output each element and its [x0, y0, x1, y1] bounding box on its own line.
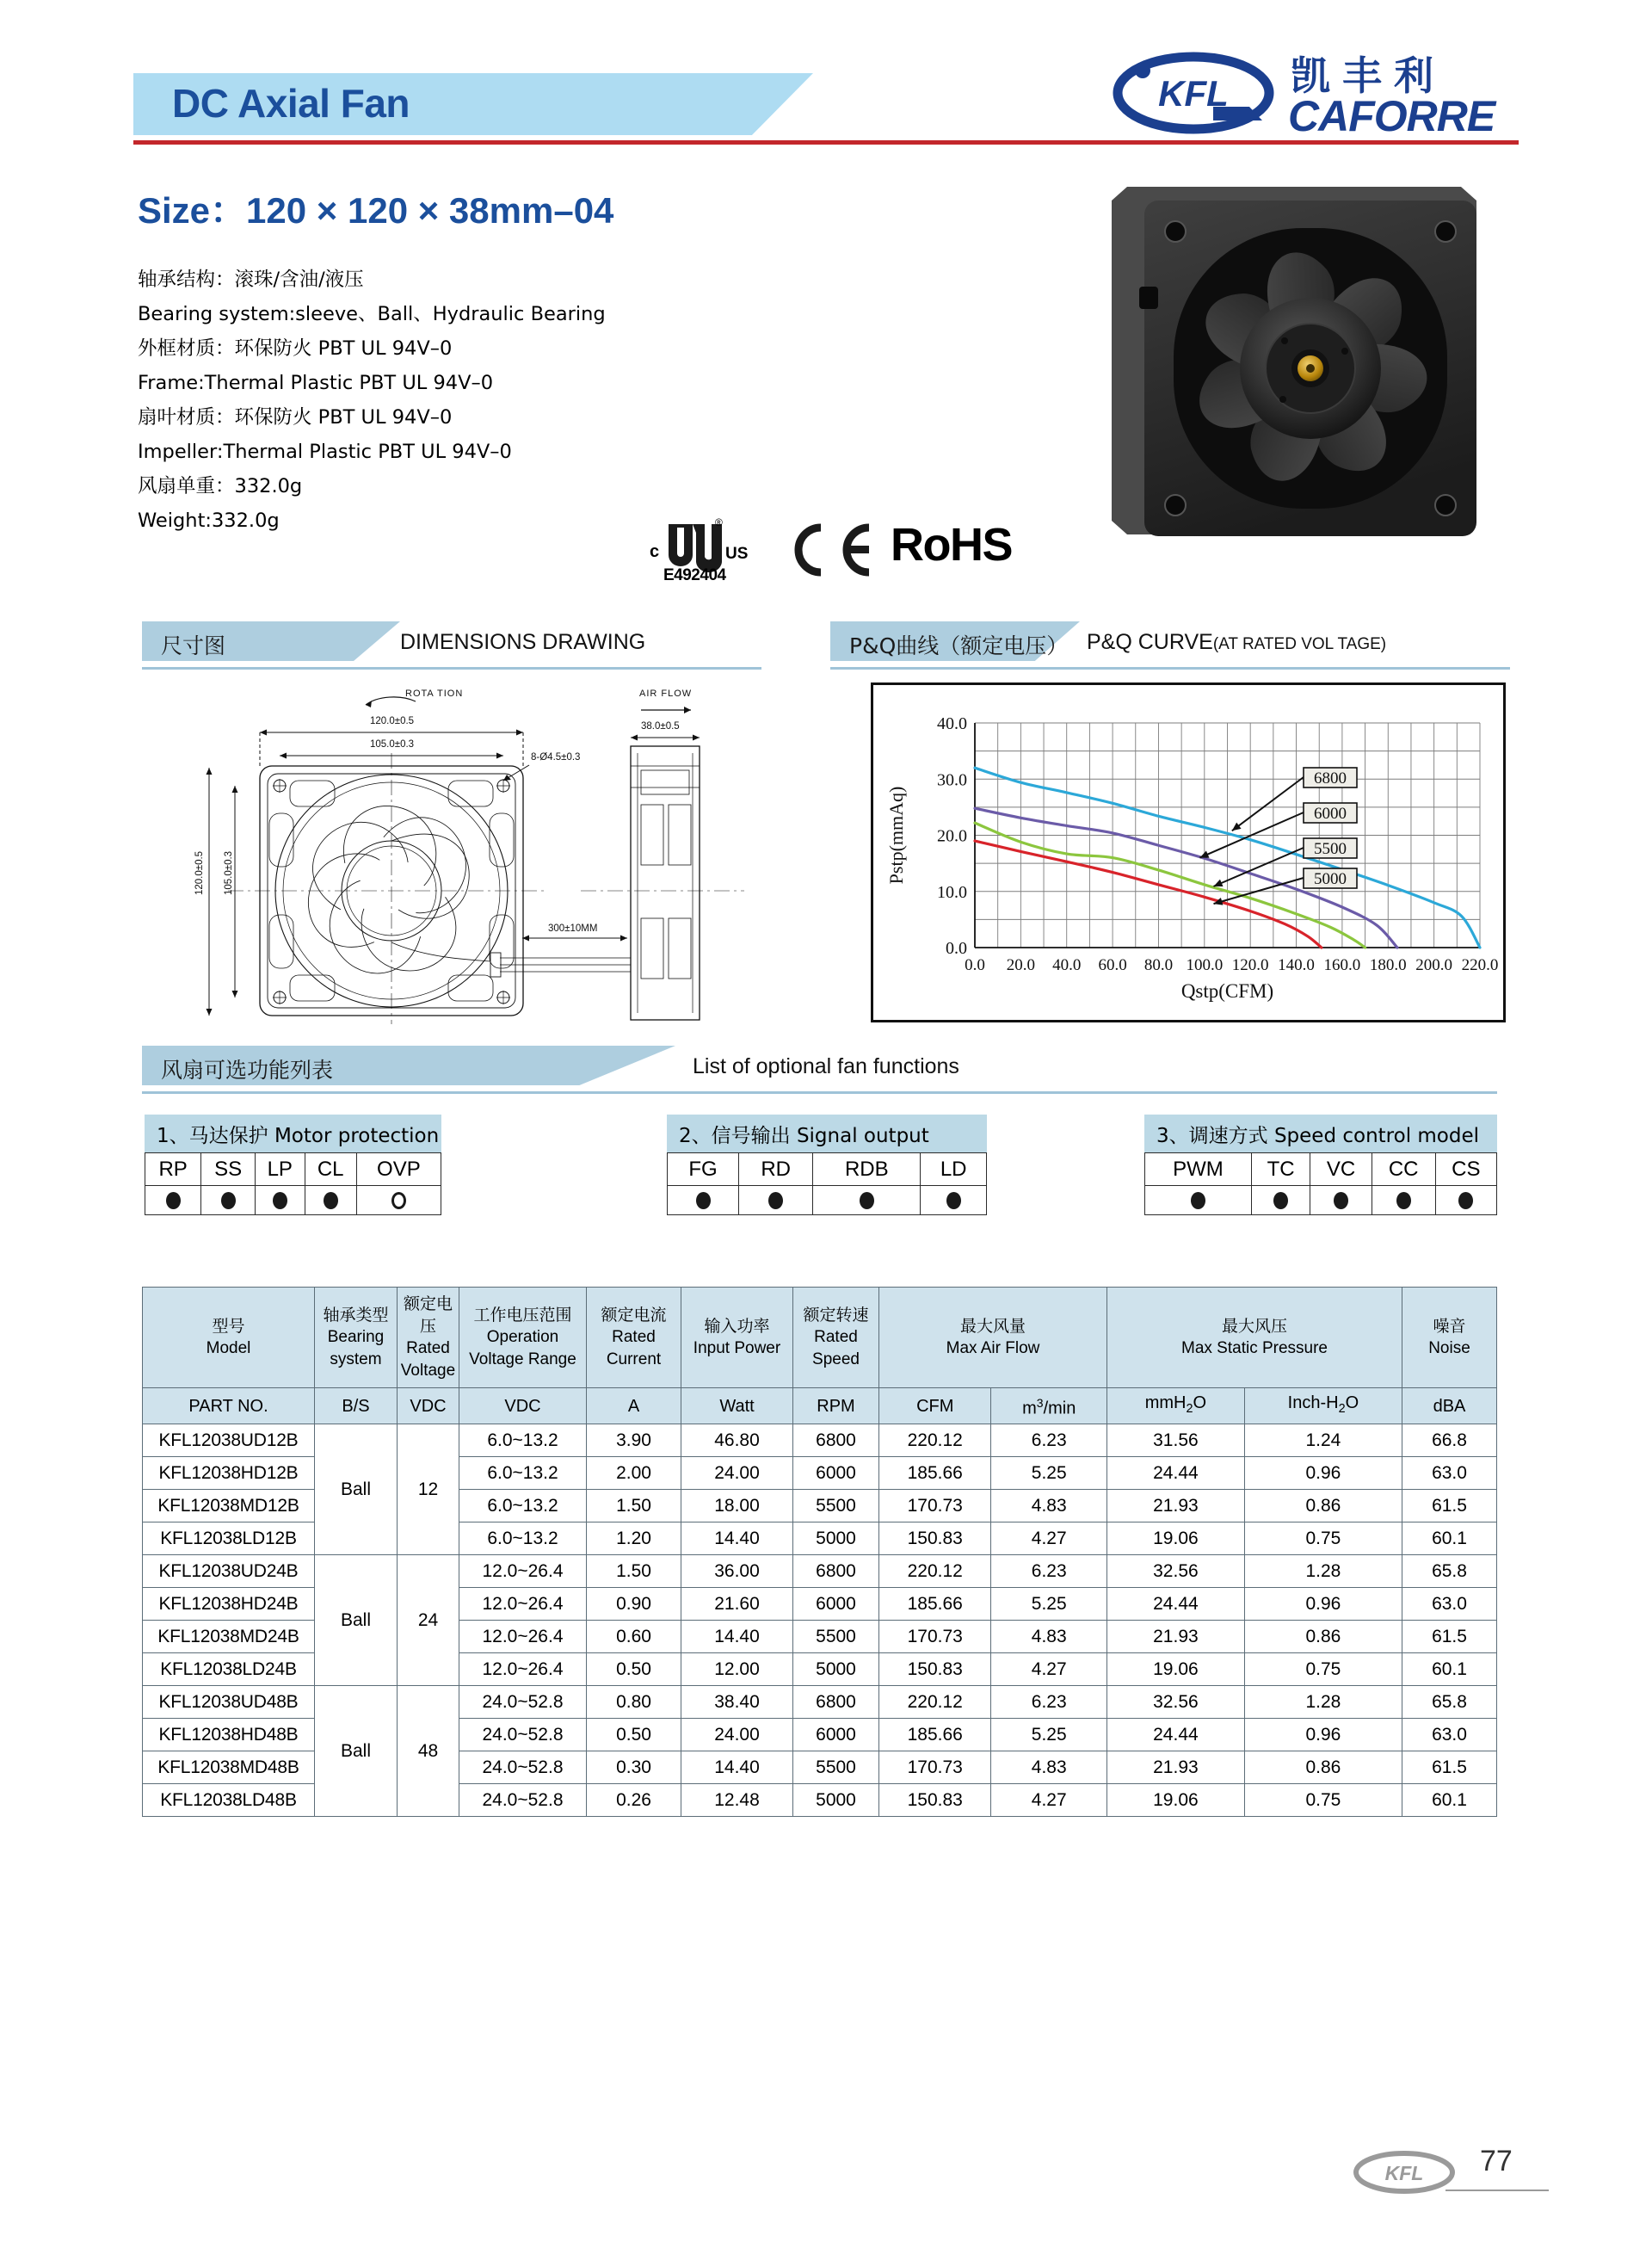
option-label-row: [145, 1153, 441, 1186]
cell-mmh2o: 21.93: [1107, 1621, 1245, 1653]
cell-m3min: 4.27: [991, 1522, 1107, 1555]
option-label[interactable]: SS: [201, 1153, 256, 1186]
cell-mmh2o: 24.44: [1107, 1588, 1245, 1621]
unit-m3min: $m^3/\min$: [991, 1388, 1107, 1424]
col-max-air-flow: 最大风量 Max Air Flow: [879, 1288, 1107, 1388]
col-bearing: 轴承类型 Bearing system: [315, 1288, 398, 1388]
cell-speed: 6000: [793, 1457, 879, 1490]
cell-m3min: 6.23: [991, 1555, 1107, 1588]
option-label[interactable]: RP: [145, 1153, 201, 1186]
cell-current: 0.80: [587, 1686, 681, 1719]
table-row: [143, 1424, 1497, 1457]
specification-table: [142, 1287, 1497, 1817]
unit-dba: dBA: [1402, 1388, 1497, 1424]
cell-voltage-range: 24.0~52.8: [459, 1719, 587, 1751]
col-noise: 噪音 Noise: [1402, 1288, 1497, 1388]
cell-model: KFL12038HD48B: [143, 1719, 315, 1751]
availability-dot: [668, 1186, 739, 1215]
brand-name-cn: 凯丰利: [1291, 52, 1446, 99]
unit-watt: Watt: [681, 1388, 793, 1424]
x-tick-label: 180.0: [1369, 956, 1407, 974]
cell-cfm: 185.66: [879, 1719, 991, 1751]
option-label[interactable]: CL: [305, 1153, 356, 1186]
availability-dot: [1251, 1186, 1310, 1215]
cell-voltage-range: 24.0~52.8: [459, 1751, 587, 1784]
cell-m3min: 5.25: [991, 1588, 1107, 1621]
option-label[interactable]: RDB: [813, 1153, 921, 1186]
cell-current: 1.50: [587, 1490, 681, 1522]
cell-m3min: 5.25: [991, 1719, 1107, 1751]
cell-inch: 1.28: [1244, 1686, 1402, 1719]
cell-m3min: 4.27: [991, 1784, 1107, 1817]
legend-label-6000: 6000: [1314, 805, 1347, 823]
pq-title-cn: P&Q曲线（额定电压）: [849, 633, 1069, 658]
cell-current: 0.26: [587, 1784, 681, 1817]
dimensions-drawing: [194, 684, 753, 1024]
svg-text:KFL: KFL: [1158, 73, 1229, 114]
cell-power: 14.40: [681, 1522, 793, 1555]
cell-cfm: 170.73: [879, 1751, 991, 1784]
cell-model: KFL12038HD24B: [143, 1588, 315, 1621]
brand-name-en: CAFORRE: [1288, 92, 1495, 140]
cell-inch: 1.24: [1244, 1424, 1402, 1457]
svg-text:ROTA TION: ROTA TION: [405, 689, 464, 699]
cell-model: KFL12038LD12B: [143, 1522, 315, 1555]
cell-m3min: 6.23: [991, 1424, 1107, 1457]
svg-text:105.0±0.3: 105.0±0.3: [224, 850, 234, 895]
col-model: 型号 Model: [143, 1288, 315, 1388]
table-row: [143, 1555, 1497, 1588]
option-table: [1144, 1152, 1497, 1215]
y-tick-label: 30.0: [937, 770, 967, 790]
cell-noise: 63.0: [1402, 1719, 1497, 1751]
y-tick-label: 40.0: [937, 714, 967, 733]
cell-voltage-range: 6.0~13.2: [459, 1490, 587, 1522]
col-rated-current: 额定电流 Rated Current: [587, 1288, 681, 1388]
cell-inch: 0.75: [1244, 1653, 1402, 1686]
option-label[interactable]: RD: [739, 1153, 813, 1186]
cell-inch: 0.86: [1244, 1751, 1402, 1784]
cell-cfm: 150.83: [879, 1784, 991, 1817]
cell-cfm: 185.66: [879, 1457, 991, 1490]
page-number: 77: [1480, 2145, 1513, 2177]
option-label-row: [1145, 1153, 1497, 1186]
cell-voltage: 12: [398, 1424, 459, 1555]
cell-noise: 63.0: [1402, 1588, 1497, 1621]
cell-current: 1.20: [587, 1522, 681, 1555]
pq-chart: [871, 682, 1506, 1022]
ce-mark-icon: [783, 523, 878, 581]
cell-power: 14.40: [681, 1751, 793, 1784]
x-tick-label: 20.0: [1006, 956, 1035, 974]
cell-voltage-range: 12.0~26.4: [459, 1653, 587, 1686]
cell-power: 12.00: [681, 1653, 793, 1686]
cell-m3min: 6.23: [991, 1686, 1107, 1719]
cell-inch: 0.75: [1244, 1784, 1402, 1817]
cell-m3min: 4.83: [991, 1621, 1107, 1653]
col-operation-voltage: 工作电压范围 Operation Voltage Range: [459, 1288, 587, 1388]
cell-mmh2o: 19.06: [1107, 1522, 1245, 1555]
option-availability-row: [668, 1186, 987, 1215]
unit-bs: B/S: [315, 1388, 398, 1424]
cell-cfm: 170.73: [879, 1621, 991, 1653]
cell-power: 18.00: [681, 1490, 793, 1522]
cell-speed: 6800: [793, 1686, 879, 1719]
cell-bearing: Ball: [315, 1686, 398, 1817]
legend-label-6800: 6800: [1314, 769, 1347, 787]
cell-power: 14.40: [681, 1621, 793, 1653]
option-group-motor-protection: [145, 1115, 441, 1215]
rohs-mark: RoHS: [891, 519, 1012, 571]
cell-noise: 60.1: [1402, 1522, 1497, 1555]
cell-power: 36.00: [681, 1555, 793, 1588]
unit-rpm: RPM: [793, 1388, 879, 1424]
option-group-speed-control: [1144, 1115, 1497, 1215]
option-group-caption: 1、马达保护 Motor protection: [145, 1115, 441, 1152]
cell-current: 1.50: [587, 1555, 681, 1588]
cell-voltage-range: 12.0~26.4: [459, 1621, 587, 1653]
table-body: [143, 1424, 1497, 1817]
availability-dot: [145, 1186, 201, 1215]
page-footer: [1351, 2145, 1549, 2205]
col-input-power: 输入功率 Input Power: [681, 1288, 793, 1388]
cell-speed: 5500: [793, 1621, 879, 1653]
ul-registered-icon: ®: [715, 516, 723, 528]
availability-dot: [255, 1186, 305, 1215]
y-tick-label: 0.0: [946, 939, 967, 958]
svg-text:105.0±0.3: 105.0±0.3: [370, 739, 415, 750]
col-rated-voltage: 额定电压 Rated Voltage: [398, 1288, 459, 1388]
cell-m3min: 5.25: [991, 1457, 1107, 1490]
cell-voltage-range: 24.0~52.8: [459, 1784, 587, 1817]
cell-inch: 0.96: [1244, 1719, 1402, 1751]
table-header-row: [143, 1288, 1497, 1388]
cell-inch: 0.75: [1244, 1522, 1402, 1555]
cell-speed: 5500: [793, 1490, 879, 1522]
cell-model: KFL12038MD24B: [143, 1621, 315, 1653]
cell-cfm: 150.83: [879, 1522, 991, 1555]
cell-inch: 0.96: [1244, 1457, 1402, 1490]
availability-dot: [356, 1186, 441, 1215]
cell-speed: 6800: [793, 1424, 879, 1457]
cell-noise: 63.0: [1402, 1457, 1497, 1490]
x-tick-label: 160.0: [1323, 956, 1361, 974]
table-row: [143, 1686, 1497, 1719]
cell-mmh2o: 31.56: [1107, 1424, 1245, 1457]
section-title-cn: 尺寸图: [161, 633, 226, 658]
cell-mmh2o: 19.06: [1107, 1653, 1245, 1686]
pq-title-en: P&Q CURVE(AT RATED VOL TAGE): [1087, 630, 1387, 654]
availability-dot: [1372, 1186, 1435, 1215]
section-header-pq: [830, 621, 1510, 670]
spec-line: Frame:Thermal Plastic PBT UL 94V–0: [138, 372, 494, 394]
cell-current: 0.60: [587, 1621, 681, 1653]
cell-mmh2o: 24.44: [1107, 1457, 1245, 1490]
cell-speed: 5500: [793, 1751, 879, 1784]
cell-model: KFL12038UD24B: [143, 1555, 315, 1588]
cell-current: 2.00: [587, 1457, 681, 1490]
unit-part-no: PART NO.: [143, 1388, 315, 1424]
cell-noise: 61.5: [1402, 1490, 1497, 1522]
cell-model: KFL12038HD12B: [143, 1457, 315, 1490]
cell-current: 0.50: [587, 1653, 681, 1686]
spec-line: Weight:332.0g: [138, 510, 280, 532]
options-title-cn: 风扇可选功能列表: [161, 1058, 334, 1083]
availability-dot: [1435, 1186, 1496, 1215]
cell-voltage: 48: [398, 1686, 459, 1817]
cell-power: 46.80: [681, 1424, 793, 1457]
cell-m3min: 4.83: [991, 1490, 1107, 1522]
options-title-en: List of optional fan functions: [693, 1054, 959, 1078]
cell-power: 38.40: [681, 1686, 793, 1719]
option-group-caption: 3、调速方式 Speed control model: [1144, 1115, 1497, 1152]
page-header: [0, 0, 1652, 155]
ul-us-label: US: [725, 545, 749, 563]
cell-voltage-range: 6.0~13.2: [459, 1522, 587, 1555]
certification-marks: [650, 516, 1037, 585]
cell-model: KFL12038MD12B: [143, 1490, 315, 1522]
availability-dot: [1310, 1186, 1372, 1215]
ul-file-number: E492404: [663, 566, 726, 584]
cell-m3min: 4.83: [991, 1751, 1107, 1784]
x-tick-label: 200.0: [1415, 956, 1453, 974]
cell-cfm: 220.12: [879, 1424, 991, 1457]
cell-speed: 5000: [793, 1522, 879, 1555]
page-title: DC Axial Fan: [172, 81, 410, 126]
y-tick-label: 20.0: [937, 826, 967, 846]
legend-label-5500: 5500: [1314, 840, 1347, 858]
svg-text:300±10MM: 300±10MM: [548, 923, 598, 934]
option-group-signal-output: [667, 1115, 987, 1215]
x-tick-label: 40.0: [1052, 956, 1082, 974]
cell-noise: 60.1: [1402, 1784, 1497, 1817]
x-tick-label: 120.0: [1231, 956, 1269, 974]
svg-text:KFL: KFL: [1384, 2162, 1424, 2184]
spec-line: Impeller:Thermal Plastic PBT UL 94V–0: [138, 441, 512, 463]
section-header-options: [142, 1046, 1497, 1094]
svg-text:AIR FLOW: AIR FLOW: [639, 689, 693, 699]
cell-voltage-range: 12.0~26.4: [459, 1588, 587, 1621]
cell-mmh2o: 21.93: [1107, 1490, 1245, 1522]
cell-current: 0.50: [587, 1719, 681, 1751]
option-label[interactable]: TC: [1251, 1153, 1310, 1186]
cell-speed: 6000: [793, 1719, 879, 1751]
cell-m3min: 4.27: [991, 1653, 1107, 1686]
footer-rule: [1446, 2190, 1549, 2191]
option-availability-row: [1145, 1186, 1497, 1215]
cell-noise: 61.5: [1402, 1751, 1497, 1784]
cell-voltage-range: 6.0~13.2: [459, 1424, 587, 1457]
x-tick-label: 140.0: [1278, 956, 1315, 974]
availability-dot: [739, 1186, 813, 1215]
cell-speed: 6800: [793, 1555, 879, 1588]
unit-mmh2o: mmH$_2$O: [1107, 1388, 1245, 1424]
company-logo: [1112, 45, 1516, 141]
option-label[interactable]: LD: [921, 1153, 987, 1186]
spec-line: 外框材质：环保防火 PBT UL 94V–0: [138, 337, 453, 360]
option-label[interactable]: LP: [255, 1153, 305, 1186]
cell-cfm: 150.83: [879, 1653, 991, 1686]
x-tick-label: 100.0: [1186, 956, 1224, 974]
availability-dot: [921, 1186, 987, 1215]
cell-voltage: 24: [398, 1555, 459, 1686]
cell-current: 0.90: [587, 1588, 681, 1621]
availability-dot: [1145, 1186, 1252, 1215]
cell-power: 24.00: [681, 1457, 793, 1490]
cell-power: 21.60: [681, 1588, 793, 1621]
x-tick-label: 220.0: [1461, 956, 1499, 974]
cell-cfm: 220.12: [879, 1555, 991, 1588]
product-size-title: [138, 182, 613, 234]
x-tick-label: 0.0: [965, 956, 985, 974]
kfl-swoosh-icon: [1112, 50, 1275, 136]
spec-line: 风扇单重：332.0g: [138, 475, 303, 497]
cell-noise: 60.1: [1402, 1653, 1497, 1686]
product-photo: [1091, 159, 1508, 564]
cell-mmh2o: 19.06: [1107, 1784, 1245, 1817]
unit-inch-h2o: Inch-$H_2O$: [1244, 1388, 1402, 1424]
option-label[interactable]: CS: [1435, 1153, 1496, 1186]
size-label: Size：: [138, 190, 247, 231]
cell-power: 12.48: [681, 1784, 793, 1817]
footer-kfl-icon: [1351, 2150, 1458, 2195]
cell-inch: 0.96: [1244, 1588, 1402, 1621]
unit-amp: A: [587, 1388, 681, 1424]
section-title-en: DIMENSIONS DRAWING: [400, 630, 646, 654]
table-units-row: [143, 1388, 1497, 1424]
cell-voltage-range: 6.0~13.2: [459, 1457, 587, 1490]
cell-cfm: 170.73: [879, 1490, 991, 1522]
cell-voltage-range: 12.0~26.4: [459, 1555, 587, 1588]
option-label-row: [668, 1153, 987, 1186]
cell-model: KFL12038UD12B: [143, 1424, 315, 1457]
cell-current: 3.90: [587, 1424, 681, 1457]
ul-listed-icon: [650, 516, 757, 585]
availability-dot: [201, 1186, 256, 1215]
x-tick-label: 80.0: [1143, 956, 1174, 974]
cell-mmh2o: 21.93: [1107, 1751, 1245, 1784]
specification-list: [138, 262, 606, 538]
cell-mmh2o: 32.56: [1107, 1555, 1245, 1588]
unit-vdc-range: VDC: [459, 1388, 587, 1424]
option-label[interactable]: FG: [668, 1153, 739, 1186]
availability-dot: [305, 1186, 356, 1215]
cell-speed: 6000: [793, 1588, 879, 1621]
option-table: [145, 1152, 441, 1215]
cell-power: 24.00: [681, 1719, 793, 1751]
legend-label-5000: 5000: [1314, 870, 1347, 888]
col-rated-speed: 额定转速 Rated Speed: [793, 1288, 879, 1388]
svg-text:8-Ø4.5±0.3: 8-Ø4.5±0.3: [531, 752, 581, 763]
option-label[interactable]: VC: [1310, 1153, 1372, 1186]
cell-cfm: 185.66: [879, 1588, 991, 1621]
col-max-static-pressure: 最大风压 Max Static Pressure: [1107, 1288, 1402, 1388]
cell-bearing: Ball: [315, 1555, 398, 1686]
option-table: [667, 1152, 987, 1215]
option-label[interactable]: PWM: [1145, 1153, 1252, 1186]
cell-bearing: Ball: [315, 1424, 398, 1555]
cell-noise: 65.8: [1402, 1686, 1497, 1719]
option-label[interactable]: CC: [1372, 1153, 1435, 1186]
cell-inch: 0.86: [1244, 1490, 1402, 1522]
cell-speed: 5000: [793, 1784, 879, 1817]
option-availability-row: [145, 1186, 441, 1215]
y-axis-label: Pstp(mmAq): [885, 786, 907, 885]
cell-model: KFL12038UD48B: [143, 1686, 315, 1719]
option-group-caption: 2、信号输出 Signal output: [667, 1115, 987, 1152]
spec-line: 扇叶材质：环保防火 PBT UL 94V–0: [138, 406, 453, 429]
cell-noise: 65.8: [1402, 1555, 1497, 1588]
cell-noise: 61.5: [1402, 1621, 1497, 1653]
cell-model: KFL12038LD24B: [143, 1653, 315, 1686]
cell-inch: 1.28: [1244, 1555, 1402, 1588]
cell-mmh2o: 24.44: [1107, 1719, 1245, 1751]
cell-cfm: 220.12: [879, 1686, 991, 1719]
unit-vdc: VDC: [398, 1388, 459, 1424]
ul-c-label: c: [650, 542, 660, 561]
curve-5000: [975, 841, 1322, 948]
cell-model: KFL12038MD48B: [143, 1751, 315, 1784]
cell-current: 0.30: [587, 1751, 681, 1784]
cell-mmh2o: 32.56: [1107, 1686, 1245, 1719]
x-tick-label: 60.0: [1098, 956, 1127, 974]
cell-speed: 5000: [793, 1653, 879, 1686]
cell-voltage-range: 24.0~52.8: [459, 1686, 587, 1719]
cell-model: KFL12038LD48B: [143, 1784, 315, 1817]
x-axis-label: Qstp(CFM): [1180, 980, 1274, 1002]
section-header-dimensions: [142, 621, 761, 670]
spec-line: 轴承结构：滚珠/含油/液压: [138, 269, 364, 291]
svg-text:38.0±0.5: 38.0±0.5: [641, 721, 680, 732]
cell-inch: 0.86: [1244, 1621, 1402, 1653]
option-label[interactable]: OVP: [356, 1153, 441, 1186]
spec-line: Bearing system:sleeve、Ball、Hydraulic Bearing: [138, 303, 606, 325]
svg-text:120.0±0.5: 120.0±0.5: [370, 716, 415, 726]
availability-dot: [813, 1186, 921, 1215]
y-tick-label: 10.0: [937, 882, 967, 902]
cell-noise: 66.8: [1402, 1424, 1497, 1457]
unit-cfm: CFM: [879, 1388, 991, 1424]
size-value: 120 × 120 × 38mm–04: [246, 190, 614, 231]
svg-text:120.0±0.5: 120.0±0.5: [194, 850, 205, 895]
